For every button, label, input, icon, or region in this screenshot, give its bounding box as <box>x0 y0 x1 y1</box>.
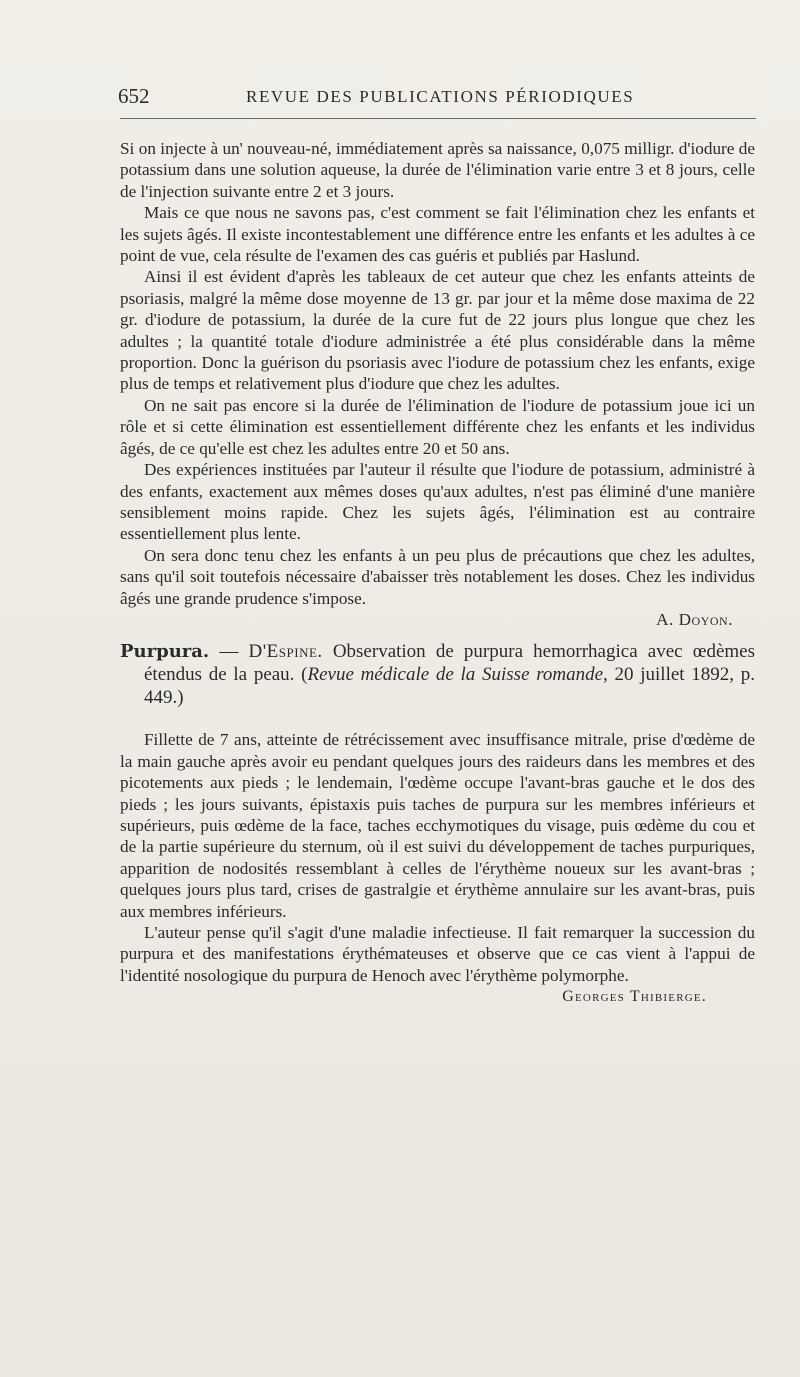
heading-keyword: Purpura. <box>120 641 210 663</box>
paragraph: On ne sait pas encore si la durée de l'élimination de l'iodure de potassium joue ici un rôle et si cette élimination est essentiellement différente chez les enfants et les individus âgés, de ce qu'elle est chez les adultes entre 20 et 50 ans. <box>120 395 755 458</box>
paragraph: On sera donc tenu chez les enfants à un peu plus de précautions que chez les adultes, sans qu'il soit toutefois nécessaire d'abaisser très notablement les doses. Chez les individus âgés une grande prudence s'impose. <box>120 545 755 608</box>
paragraph: Si on injecte à un' nouveau-né, immédiatement après sa naissance, 0,075 milligr. d'iodure de potassium dans une solution aqueuse, la durée de l'élimination varie entre 3 et 8 jours, celle de l'injection suivante entre 2 et 3 jours. <box>120 139 755 201</box>
running-header <box>118 84 756 114</box>
author-signature: A. Doyon. <box>656 609 733 629</box>
paragraph: Fillette de 7 ans, atteinte de rétrécissement avec insuffisance mitrale, prise d'œdème de la main gauche après avoir eu pendant quelques jours des raideurs dans les membres et des picotements aux pieds ; le lendemain, l'œdème occupe l'avant-bras gauche et le dos des pieds ; les jours suivants, épistaxis puis taches de purpura sur les membres inférieurs et supérieurs, puis œdème de la face, taches ecchymotiques du visage, puis œdème du cou et de la partie supérieure du sternum, où il est suivi du développement de taches purpuriques, apparition de nodosités ressemblant à celles de l'érythème noueux sur les avant-bras ; quelques jours plus tard, crises de gastralgie et érythème annulaire sur les avant-bras, puis aux membres inférieurs. <box>120 730 755 921</box>
heading-title: Observation de purpura hemorrhagica avec œdèmes étendus de la peau. ( <box>144 641 756 686</box>
paragraph: L'auteur pense qu'il s'agit d'une maladie infectieuse. Il fait remarquer la succession du purpura et des manifestations érythémateuses et observe que ce cas vient à l'appui de l'identité nosologique du purpura de Henoch avec l'érythème polymorphe. <box>120 923 755 985</box>
article-heading <box>120 640 755 709</box>
heading-date: 20 juillet 1892, p. 449.) <box>144 664 755 709</box>
running-title: REVUE DES PUBLICATIONS PÉRIODIQUES <box>246 87 635 106</box>
heading-dash: — <box>209 641 249 663</box>
author-signature: Georges Thibierge. <box>562 988 707 1006</box>
article-iodure <box>120 138 755 630</box>
paragraph: Ainsi il est évident d'après les tableaux de cet auteur que chez les enfants atteints de psoriasis, malgré la même dose moyenne de 13 gr. par jour et la même dose maxima de 22 gr. d'iodure de potassium, la durée de la cure fut de 22 jours plus longue que chez les adultes ; la quantité totale d'iodure administrée a été plus considérable dans la même proportion. Donc la guérison du psoriasis avec l'iodure de potassium chez les enfants, exige plus de temps et relativement plus d'iodure que chez les adultes. <box>120 267 755 394</box>
heading-journal: Revue médicale de la Suisse romande, <box>307 664 608 686</box>
paragraph: Des expériences instituées par l'auteur il résulte que l'iodure de potassium, administré à des enfants, exactement aux mêmes doses qu'aux adultes, n'est pas éliminé d'une manière sensiblement moins rapide. Chez les sujets âgés, l'élimination est au contraire essentiellement plus lente. <box>120 460 755 544</box>
page-number: 652 <box>118 84 150 108</box>
page-body <box>120 138 755 1008</box>
heading-author: D'Espine. <box>248 641 323 663</box>
article-purpura <box>120 729 755 1007</box>
paragraph: Mais ce que nous ne savons pas, c'est comment se fait l'élimination chez les enfants et les sujets âgés. Il existe incontestablement une différence entre les enfants et les adultes à ce point de vue, cela résulte de l'examen des cas guéris et publiés par Haslund. <box>120 203 755 266</box>
header-rule <box>120 118 756 119</box>
